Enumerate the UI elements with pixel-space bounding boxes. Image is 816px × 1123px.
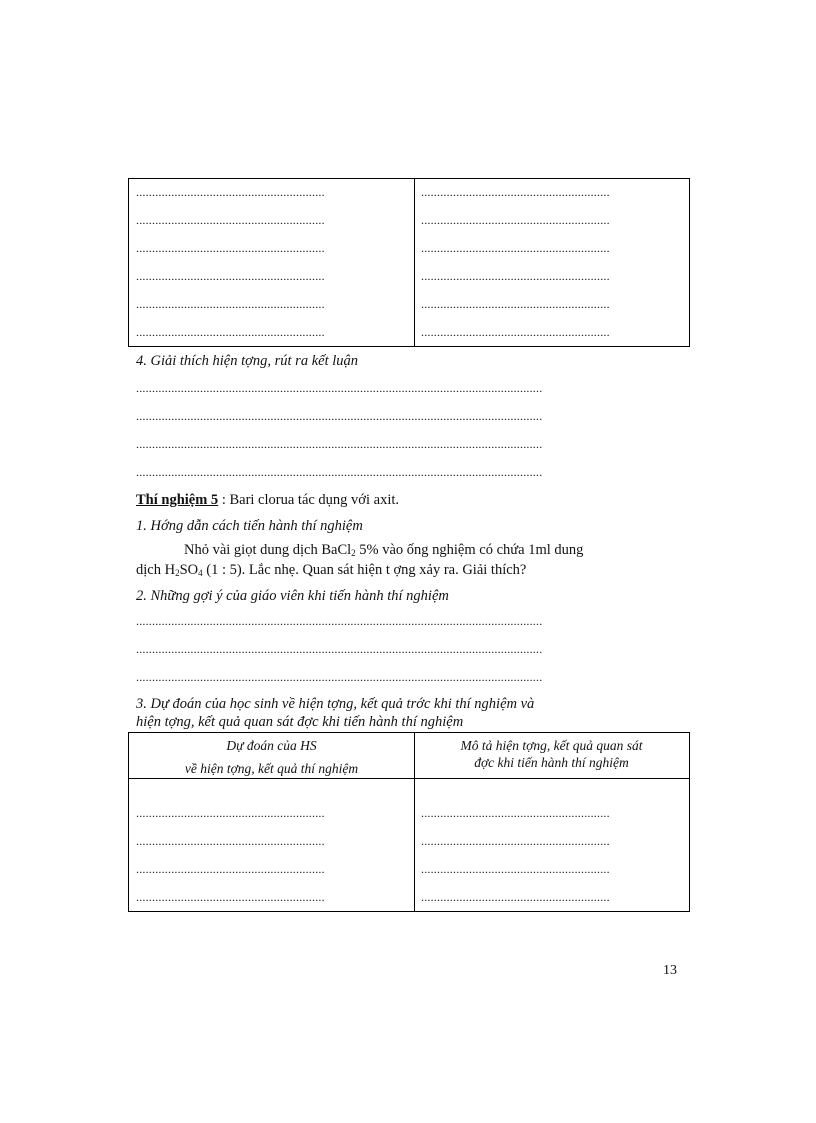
guide-text: dịch H (136, 562, 176, 578)
dotted-line: ............................................................................................................................... (136, 642, 543, 656)
dotted-line: ........................................................... (421, 213, 610, 227)
dotted-line: ........................................................... (421, 834, 610, 848)
dotted-line: ........................................................... (136, 806, 325, 820)
experiment-5-title-line (136, 491, 399, 509)
table-col-1-header-line-2: về hiện tợng, kết quả thí nghiệm (184, 761, 359, 776)
experiment-5-subtitle: : Bari clorua tác dụng với axit. (218, 492, 399, 508)
table-header-divider (129, 778, 689, 779)
dotted-line: ........................................................... (136, 297, 325, 311)
table-col-2-header-line-2: đợc khi tiến hành thí nghiệm (474, 755, 629, 770)
dotted-line: ........................................................... (421, 185, 610, 199)
dotted-line: ........................................................... (421, 269, 610, 283)
table-divider (414, 179, 415, 346)
dotted-line: ........................................................... (136, 325, 325, 339)
subscript: 2 (351, 548, 356, 558)
section-4-heading: 4. Giải thích hiện tợng, rút ra kết luận (136, 353, 358, 369)
dotted-line: ............................................................................................................................... (136, 437, 543, 451)
dotted-line: ............................................................................................................................... (136, 614, 543, 628)
experiment-5-title: Thí nghiệm 5 (136, 492, 219, 508)
guide-text: SO (179, 562, 199, 578)
dotted-line: ........................................................... (421, 241, 610, 255)
hints-heading: 2. Những gợi ý của giáo viên khi tiến hành thí nghiệm (136, 588, 449, 604)
dotted-line: ........................................................... (136, 185, 325, 199)
dotted-line: ........................................................... (421, 325, 610, 339)
subscript: 2 (175, 568, 180, 578)
dotted-line: ............................................................................................................................... (136, 670, 543, 684)
subscript: 4 (198, 568, 203, 578)
dotted-line: ............................................................................................................................... (136, 409, 543, 423)
dotted-line: ............................................................................................................................... (136, 381, 543, 395)
top-results-table (128, 178, 690, 347)
dotted-line: ........................................................... (136, 862, 325, 876)
prediction-heading-line-1: 3. Dự đoán của học sinh về hiện tợng, kết quả trớc khi thí nghiệm và (136, 696, 535, 712)
table-col-2-header-line-1: Mô tả hiện tợng, kết quả quan sát (460, 738, 643, 753)
dotted-line: ........................................................... (136, 890, 325, 904)
dotted-line: ........................................................... (136, 269, 325, 283)
dotted-line: ........................................................... (136, 834, 325, 848)
table-col-1-header-line-1: Dự đoán của HS (226, 738, 317, 753)
guide-text: (1 : 5). Lắc nhẹ. Quan sát hiện t ợng xảy ra. Giải thích? (202, 562, 527, 578)
dotted-line: ........................................................... (421, 890, 610, 904)
guide-text: 5% vào ống nghiệm có chứa 1ml dung (355, 542, 584, 558)
dotted-line: ........................................................... (136, 213, 325, 227)
guide-paragraph-line-2 (136, 561, 526, 582)
page-number: 13 (663, 963, 677, 978)
guide-heading: 1. Hớng dẫn cách tiến hành thí nghiệm (136, 518, 363, 534)
guide-paragraph-line-1 (184, 541, 583, 562)
dotted-line: ........................................................... (421, 297, 610, 311)
dotted-line: ............................................................................................................................... (136, 465, 543, 479)
dotted-line: ........................................................... (421, 862, 610, 876)
prediction-heading-line-2: hiện tợng, kết quả quan sát đợc khi tiến hành thí nghiệm (136, 714, 464, 730)
dotted-line: ........................................................... (136, 241, 325, 255)
guide-text: Nhỏ vài giọt dung dịch BaCl (184, 542, 352, 558)
dotted-line: ........................................................... (421, 806, 610, 820)
